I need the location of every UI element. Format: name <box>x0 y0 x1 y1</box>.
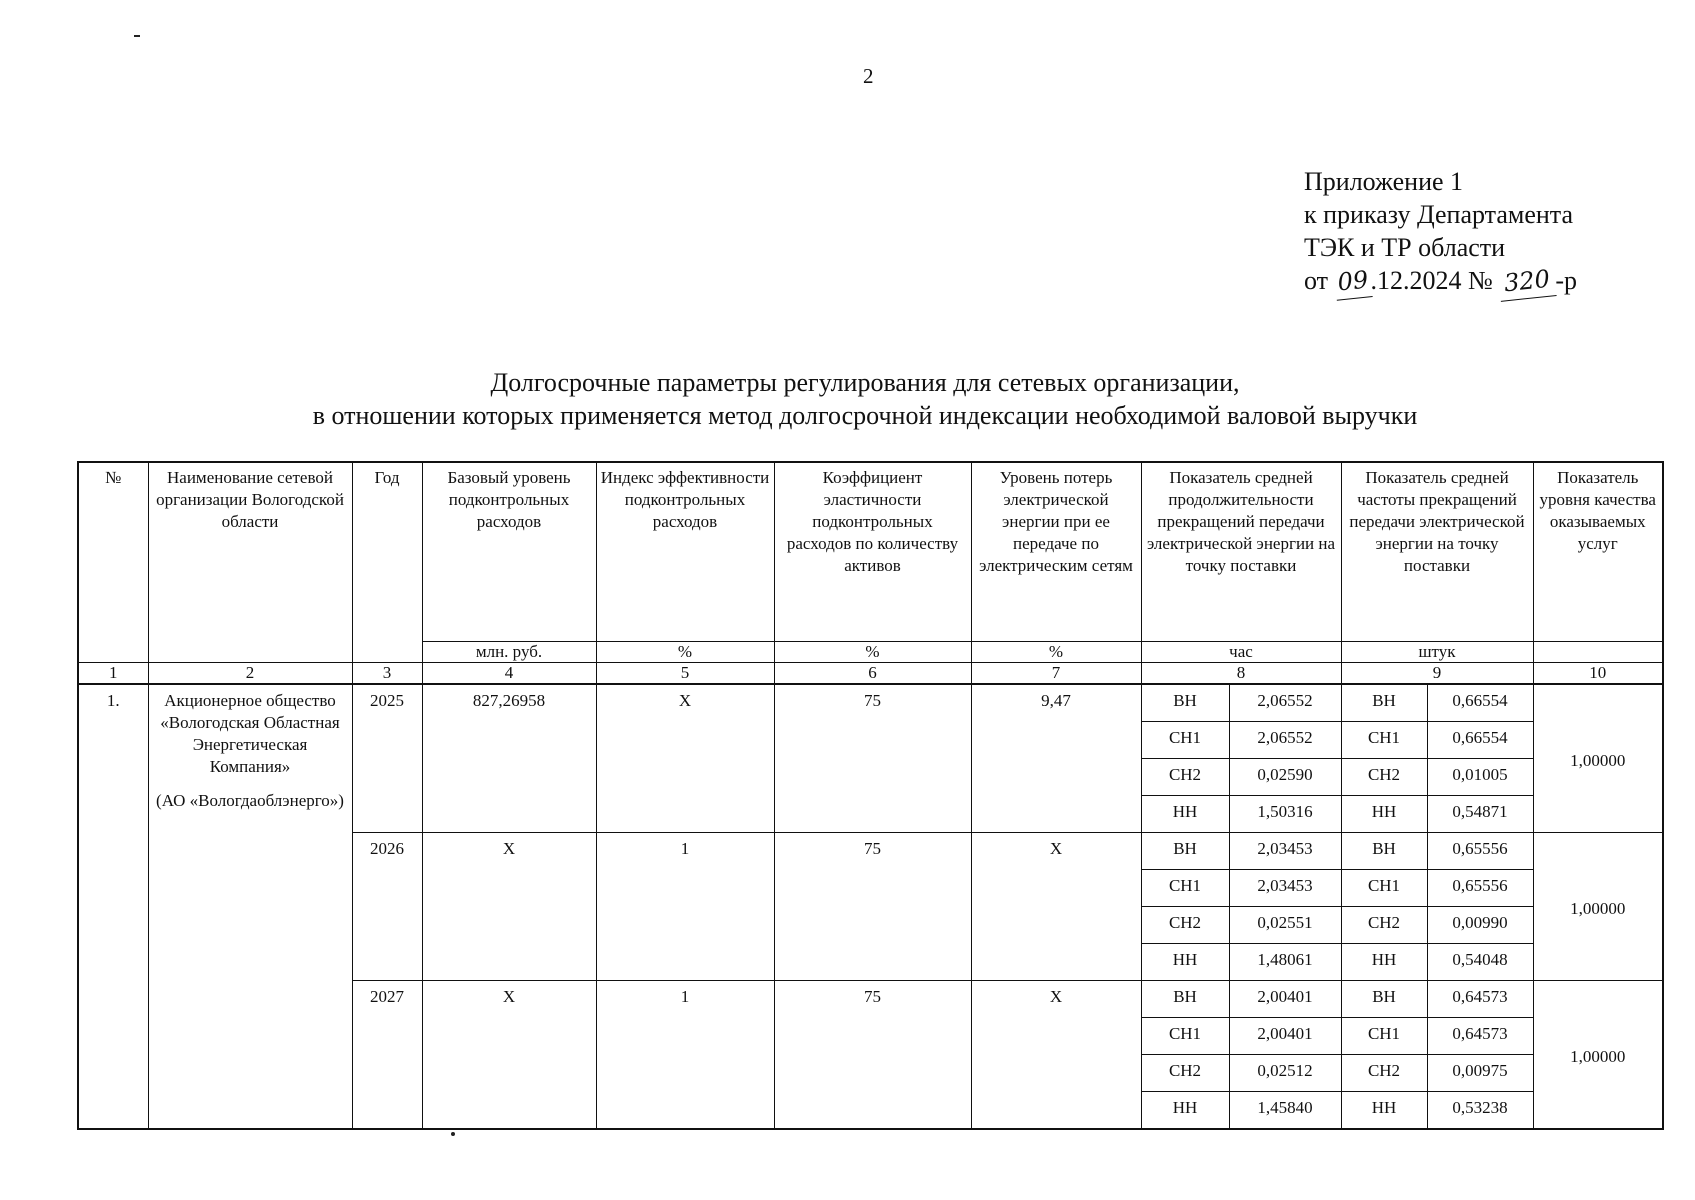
header-losses: Уровень потерь электрической энергии при ее передаче по электрическим сетям <box>971 462 1141 642</box>
voltage-level: СН1 <box>1341 1018 1427 1055</box>
duration-value: 0,02590 <box>1229 759 1341 796</box>
frequency-value: 0,64573 <box>1427 1018 1533 1055</box>
header-efficiency-index: Индекс эффективности подконтрольных расходов <box>596 462 774 642</box>
header-year: Год <box>352 462 422 663</box>
frequency-value: 0,00975 <box>1427 1055 1533 1092</box>
base-level-cell: X <box>422 833 596 981</box>
voltage-level: СН1 <box>1141 1018 1229 1055</box>
scan-speck <box>134 35 140 37</box>
colnum: 7 <box>971 663 1141 685</box>
date-rest: .12.2024 № <box>1370 266 1493 295</box>
header-duration: Показатель средней продолжительности прекращений передачи электрической энергии на точку поставки <box>1141 462 1341 642</box>
header-elasticity: Коэффициент эластичности подконтрольных расходов по количеству активов <box>774 462 971 642</box>
header-frequency: Показатель средней частоты прекращений передачи электрической энергии на точку поставки <box>1341 462 1533 642</box>
document-title <box>0 366 1695 432</box>
voltage-level: СН2 <box>1141 1055 1229 1092</box>
voltage-level: ВН <box>1341 981 1427 1018</box>
duration-value: 1,48061 <box>1229 944 1341 981</box>
elasticity-cell: 75 <box>774 981 971 1130</box>
unit-duration: час <box>1141 642 1341 663</box>
duration-value: 2,03453 <box>1229 833 1341 870</box>
appendix-block <box>1304 165 1577 299</box>
unit-quality <box>1533 642 1663 663</box>
duration-value: 0,02551 <box>1229 907 1341 944</box>
voltage-level: СН1 <box>1341 722 1427 759</box>
voltage-level: ВН <box>1341 684 1427 722</box>
appendix-line-2: к приказу Департамента <box>1304 200 1574 229</box>
frequency-value: 0,01005 <box>1427 759 1533 796</box>
row-number: 1. <box>78 684 148 1129</box>
duration-value: 2,06552 <box>1229 684 1341 722</box>
voltage-level: ВН <box>1341 833 1427 870</box>
duration-value: 1,50316 <box>1229 796 1341 833</box>
voltage-level: ВН <box>1141 833 1229 870</box>
header-org-name: Наименование сетевой организации Вологодской области <box>148 462 352 663</box>
colnum: 10 <box>1533 663 1663 685</box>
frequency-value: 0,65556 <box>1427 870 1533 907</box>
voltage-level: ВН <box>1141 684 1229 722</box>
colnum: 5 <box>596 663 774 685</box>
frequency-value: 0,66554 <box>1427 722 1533 759</box>
voltage-level: НН <box>1341 944 1427 981</box>
frequency-value: 0,64573 <box>1427 981 1533 1018</box>
base-level-cell: 827,26958 <box>422 684 596 833</box>
efficiency-index-cell: X <box>596 684 774 833</box>
frequency-value: 0,65556 <box>1427 833 1533 870</box>
duration-value: 2,00401 <box>1229 981 1341 1018</box>
duration-value: 2,00401 <box>1229 1018 1341 1055</box>
year-cell: 2027 <box>352 981 422 1130</box>
voltage-level: СН2 <box>1341 1055 1427 1092</box>
org-name-cell <box>148 684 352 1129</box>
column-numbers-row <box>78 663 1663 685</box>
voltage-level: СН2 <box>1141 907 1229 944</box>
efficiency-index-cell: 1 <box>596 833 774 981</box>
voltage-level: НН <box>1141 944 1229 981</box>
duration-value: 1,45840 <box>1229 1092 1341 1130</box>
base-level-cell: X <box>422 981 596 1130</box>
quality-cell: 1,00000 <box>1533 684 1663 833</box>
order-suffix: -р <box>1555 266 1578 295</box>
appendix-date-line <box>1304 264 1577 299</box>
year-cell: 2026 <box>352 833 422 981</box>
unit-base: млн. руб. <box>422 642 596 663</box>
header-quality: Показатель уровня качества оказываемых услуг <box>1533 462 1663 642</box>
colnum: 1 <box>78 663 148 685</box>
frequency-value: 0,00990 <box>1427 907 1533 944</box>
voltage-level: НН <box>1141 796 1229 833</box>
voltage-level: НН <box>1341 796 1427 833</box>
duration-value: 2,06552 <box>1229 722 1341 759</box>
frequency-value: 0,54048 <box>1427 944 1533 981</box>
unit-elasticity: % <box>774 642 971 663</box>
losses-cell: X <box>971 981 1141 1130</box>
colnum: 6 <box>774 663 971 685</box>
duration-value: 0,02512 <box>1229 1055 1341 1092</box>
title-line-2: в отношении которых применяется метод долгосрочной индексации необходимой валовой выручки <box>312 401 1418 430</box>
year-cell: 2025 <box>352 684 422 833</box>
header-number: № <box>78 462 148 663</box>
appendix-line-1: Приложение 1 <box>1304 167 1464 196</box>
voltage-level: СН1 <box>1341 870 1427 907</box>
voltage-level: НН <box>1341 1092 1427 1130</box>
handwritten-order-number: 320 <box>1498 262 1557 302</box>
voltage-level: СН1 <box>1141 870 1229 907</box>
elasticity-cell: 75 <box>774 684 971 833</box>
colnum: 2 <box>148 663 352 685</box>
efficiency-index-cell: 1 <box>596 981 774 1130</box>
appendix-line-3: ТЭК и ТР области <box>1304 233 1506 262</box>
colnum: 8 <box>1141 663 1341 685</box>
frequency-value: 0,54871 <box>1427 796 1533 833</box>
voltage-level: СН1 <box>1141 722 1229 759</box>
colnum: 4 <box>422 663 596 685</box>
quality-cell: 1,00000 <box>1533 833 1663 981</box>
handwritten-day: 09 <box>1333 263 1372 301</box>
elasticity-cell: 75 <box>774 833 971 981</box>
duration-value: 2,03453 <box>1229 870 1341 907</box>
date-prefix: от <box>1304 266 1329 295</box>
unit-index: % <box>596 642 774 663</box>
table-row <box>78 684 1663 722</box>
frequency-value: 0,66554 <box>1427 684 1533 722</box>
parameters-table <box>77 461 1664 1130</box>
losses-cell: X <box>971 833 1141 981</box>
voltage-level: СН2 <box>1341 907 1427 944</box>
voltage-level: СН2 <box>1341 759 1427 796</box>
voltage-level: НН <box>1141 1092 1229 1130</box>
header-row <box>78 462 1663 642</box>
frequency-value: 0,53238 <box>1427 1092 1533 1130</box>
org-full-name: Акционерное общество «Вологодская Областная Энергетическая Компания» <box>160 691 340 776</box>
scan-speck <box>451 1132 455 1136</box>
colnum: 9 <box>1341 663 1533 685</box>
page-number: 2 <box>863 64 874 88</box>
title-line-1: Долгосрочные параметры регулирования для сетевых организации, <box>490 368 1240 397</box>
unit-losses: % <box>971 642 1141 663</box>
quality-cell: 1,00000 <box>1533 981 1663 1130</box>
colnum: 3 <box>352 663 422 685</box>
header-base-level: Базовый уровень подконтрольных расходов <box>422 462 596 642</box>
org-short-name: (АО «Вологдаоблэнерго») <box>156 791 344 810</box>
losses-cell: 9,47 <box>971 684 1141 833</box>
voltage-level: СН2 <box>1141 759 1229 796</box>
voltage-level: ВН <box>1141 981 1229 1018</box>
unit-frequency: штук <box>1341 642 1533 663</box>
